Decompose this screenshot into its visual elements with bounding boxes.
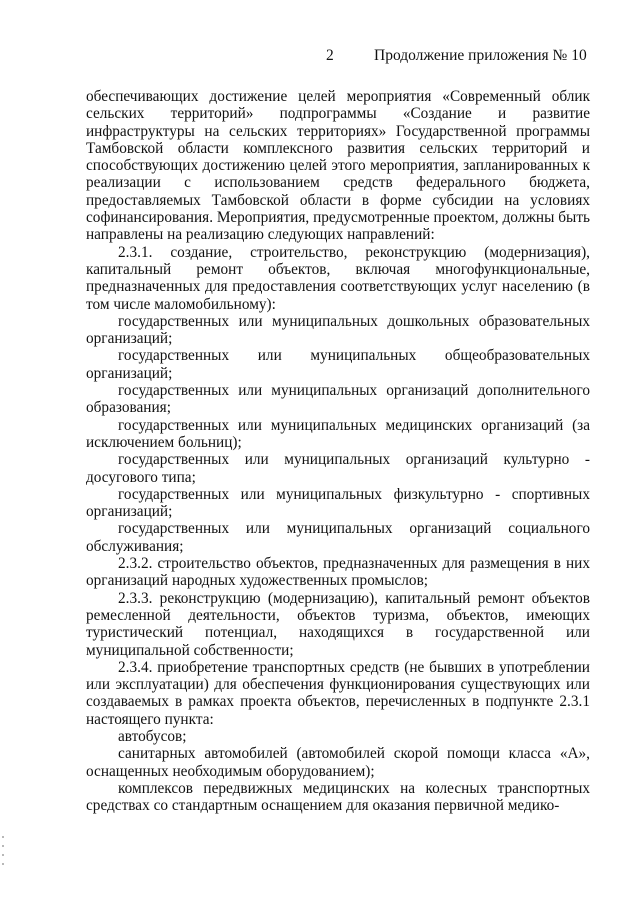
list-item-sports: государственных или муниципальных физкультурно - спортивных организаций; [86, 485, 590, 521]
scan-dot [2, 836, 4, 838]
scan-dot [2, 854, 4, 856]
list-item-general-education: государственных или муниципальных общеобразовательных организаций; [86, 347, 590, 382]
list-item-additional-education: государственных или муниципальных организаций дополнительного образования; [86, 382, 590, 417]
scan-dot [2, 845, 4, 847]
list-item-medical: государственных или муниципальных медицинских организаций (за исключением больниц); [86, 416, 590, 451]
paragraph-intro-continuation: обеспечивающих достижение целей мероприятия «Современный облик сельских территорий» подпрограммы «Создание и развитие инфраструктуры на сельских территориях» Государственной программы Тамбовской области комплексного развития сельских территорий и способствующих достижению целей этого мероприятия, запланированных к реализации с использованием средств федерального бюджета, предоставляемых Тамбовской области в форме субсидии на условиях софинансирования. Мероприятия, предусмотренные проектом, должны быть направлены на реализацию следующих направлений: [86, 88, 590, 244]
paragraph-2-3-4: 2.3.4. приобретение транспортных средств (не бывших в употреблении или эксплуатации) для обеспечения функционирования существующих или создаваемых в рамках проекта объектов, перечисленных в подпункте 2.3.1 настоящего пункта: [86, 658, 590, 728]
list-item-preschool: государственных или муниципальных дошкольных образовательных организаций; [86, 312, 590, 348]
list-item-buses: автобусов; [118, 727, 187, 745]
paragraph-2-3-1: 2.3.1. создание, строительство, реконструкцию (модернизация), капитальный ремонт объектов, включая многофункциональные, предназначенных для предоставления соответствующих услуг населению (в том числе маломобильному): [86, 243, 590, 313]
paragraph-2-3-3: 2.3.3. реконструкцию (модернизацию), капитальный ремонт объектов ремесленной деятельности, объектов туризма, объектов, имеющих туристический потенциал, находящихся в государственной или муниципальной собственности; [86, 589, 590, 659]
page-number: 2 [326, 47, 334, 64]
page-header [0, 45, 640, 69]
list-item-mobile-medical-complexes: комплексов передвижных медицинских на колесных транспортных средствах со стандартным оснащением для оказания первичной медико- [86, 779, 590, 815]
document-body [86, 88, 590, 814]
appendix-continuation-note: Продолжение приложения № 10 [374, 47, 587, 64]
scan-dot [2, 863, 4, 865]
list-item-social-service: государственных или муниципальных организаций социального обслуживания; [86, 520, 590, 555]
list-item-cultural-leisure: государственных или муниципальных организаций культурно - досугового типа; [86, 451, 590, 486]
scan-artifact-marks [2, 836, 6, 872]
list-item-ambulances: санитарных автомобилей (автомобилей скорой помощи класса «А», оснащенных необходимым оборудованием); [86, 745, 590, 780]
paragraph-2-3-2: 2.3.2. строительство объектов, предназначенных для размещения в них организаций народных художественных промыслов; [86, 555, 590, 590]
